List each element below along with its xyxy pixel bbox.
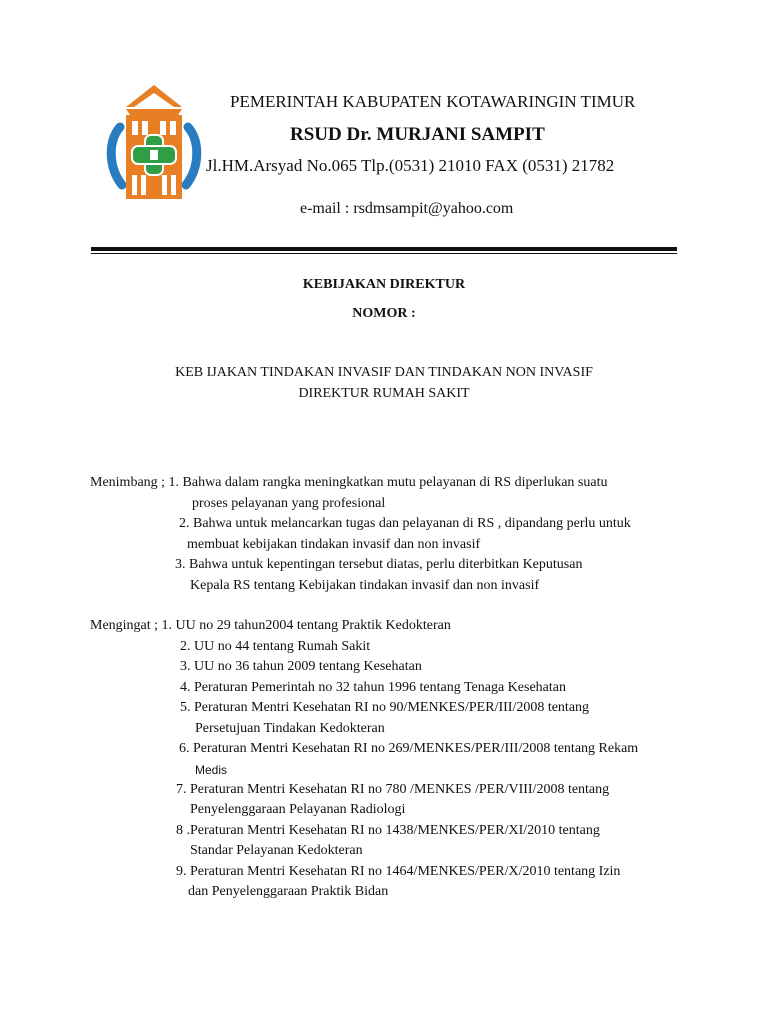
hospital-name: RSUD Dr. MURJANI SAMPIT <box>290 124 545 145</box>
mengingat-line: 8 .Peraturan Mentri Kesehatan RI no 1438/MENKES/PER/XI/2010 tentang <box>176 823 600 838</box>
mengingat-line: 9. Peraturan Mentri Kesehatan RI no 1464/MENKES/PER/X/2010 tentang Izin <box>176 864 621 879</box>
mengingat-line: 7. Peraturan Mentri Kesehatan RI no 780 /MENKES /PER/VIII/2008 tentang <box>176 782 610 797</box>
mengingat-line: Penyelenggaraan Pelayanan Radiologi <box>190 802 406 817</box>
hospital-email: e-mail : rsdmsampit@yahoo.com <box>300 200 514 217</box>
mengingat-line: Standar Pelayanan Kedokteran <box>190 843 363 858</box>
header-divider-thick <box>91 247 677 251</box>
government-name: PEMERINTAH KABUPATEN KOTAWARINGIN TIMUR <box>230 92 636 111</box>
document-subject-line2: DIREKTUR RUMAH SAKIT <box>298 386 470 401</box>
menimbang-line: 2. Bahwa untuk melancarkan tugas dan pelayanan di RS , dipandang perlu untuk <box>179 516 631 531</box>
mengingat-line: 3. UU no 36 tahun 2009 tentang Kesehatan <box>180 659 422 674</box>
menimbang-line: 3. Bahwa untuk kepentingan tersebut diatas, perlu diterbitkan Keputusan <box>175 557 583 572</box>
menimbang-line: Menimbang ; 1. Bahwa dalam rangka meningkatkan mutu pelayanan di RS diperlukan suatu <box>90 475 608 490</box>
mengingat-line: 5. Peraturan Mentri Kesehatan RI no 90/MENKES/PER/III/2008 tentang <box>180 700 590 715</box>
mengingat-line: 4. Peraturan Pemerintah no 32 tahun 1996 tentang Tenaga Kesehatan <box>180 680 566 695</box>
mengingat-line: 6. Peraturan Mentri Kesehatan RI no 269/MENKES/PER/III/2008 tentang Rekam <box>179 741 639 756</box>
document-number: NOMOR : <box>352 306 416 321</box>
mengingat-line: dan Penyelenggaraan Praktik Bidan <box>188 884 389 899</box>
mengingat-line: Persetujuan Tindakan Kedokteran <box>195 721 385 736</box>
document-title: KEBIJAKAN DIREKTUR <box>302 277 466 292</box>
header-divider-thin <box>91 253 677 254</box>
hospital-address: Jl.HM.Arsyad No.065 Tlp.(0531) 21010 FAX (0531) 21782 <box>206 156 615 175</box>
menimbang-line: proses pelayanan yang profesional <box>192 496 386 511</box>
document-subject-line1: KEB IJAKAN TINDAKAN INVASIF DAN TINDAKAN NON INVASIF <box>175 365 593 380</box>
rsud-murjani-logo-icon <box>106 83 202 203</box>
mengingat-line: Medis <box>195 763 228 777</box>
mengingat-line: Mengingat ; 1. UU no 29 tahun2004 tentang Praktik Kedokteran <box>90 618 451 633</box>
menimbang-line: Kepala RS tentang Kebijakan tindakan invasif dan non invasif <box>190 578 540 593</box>
mengingat-line: 2. UU no 44 tentang Rumah Sakit <box>180 639 371 654</box>
menimbang-line: membuat kebijakan tindakan invasif dan non invasif <box>187 537 481 552</box>
